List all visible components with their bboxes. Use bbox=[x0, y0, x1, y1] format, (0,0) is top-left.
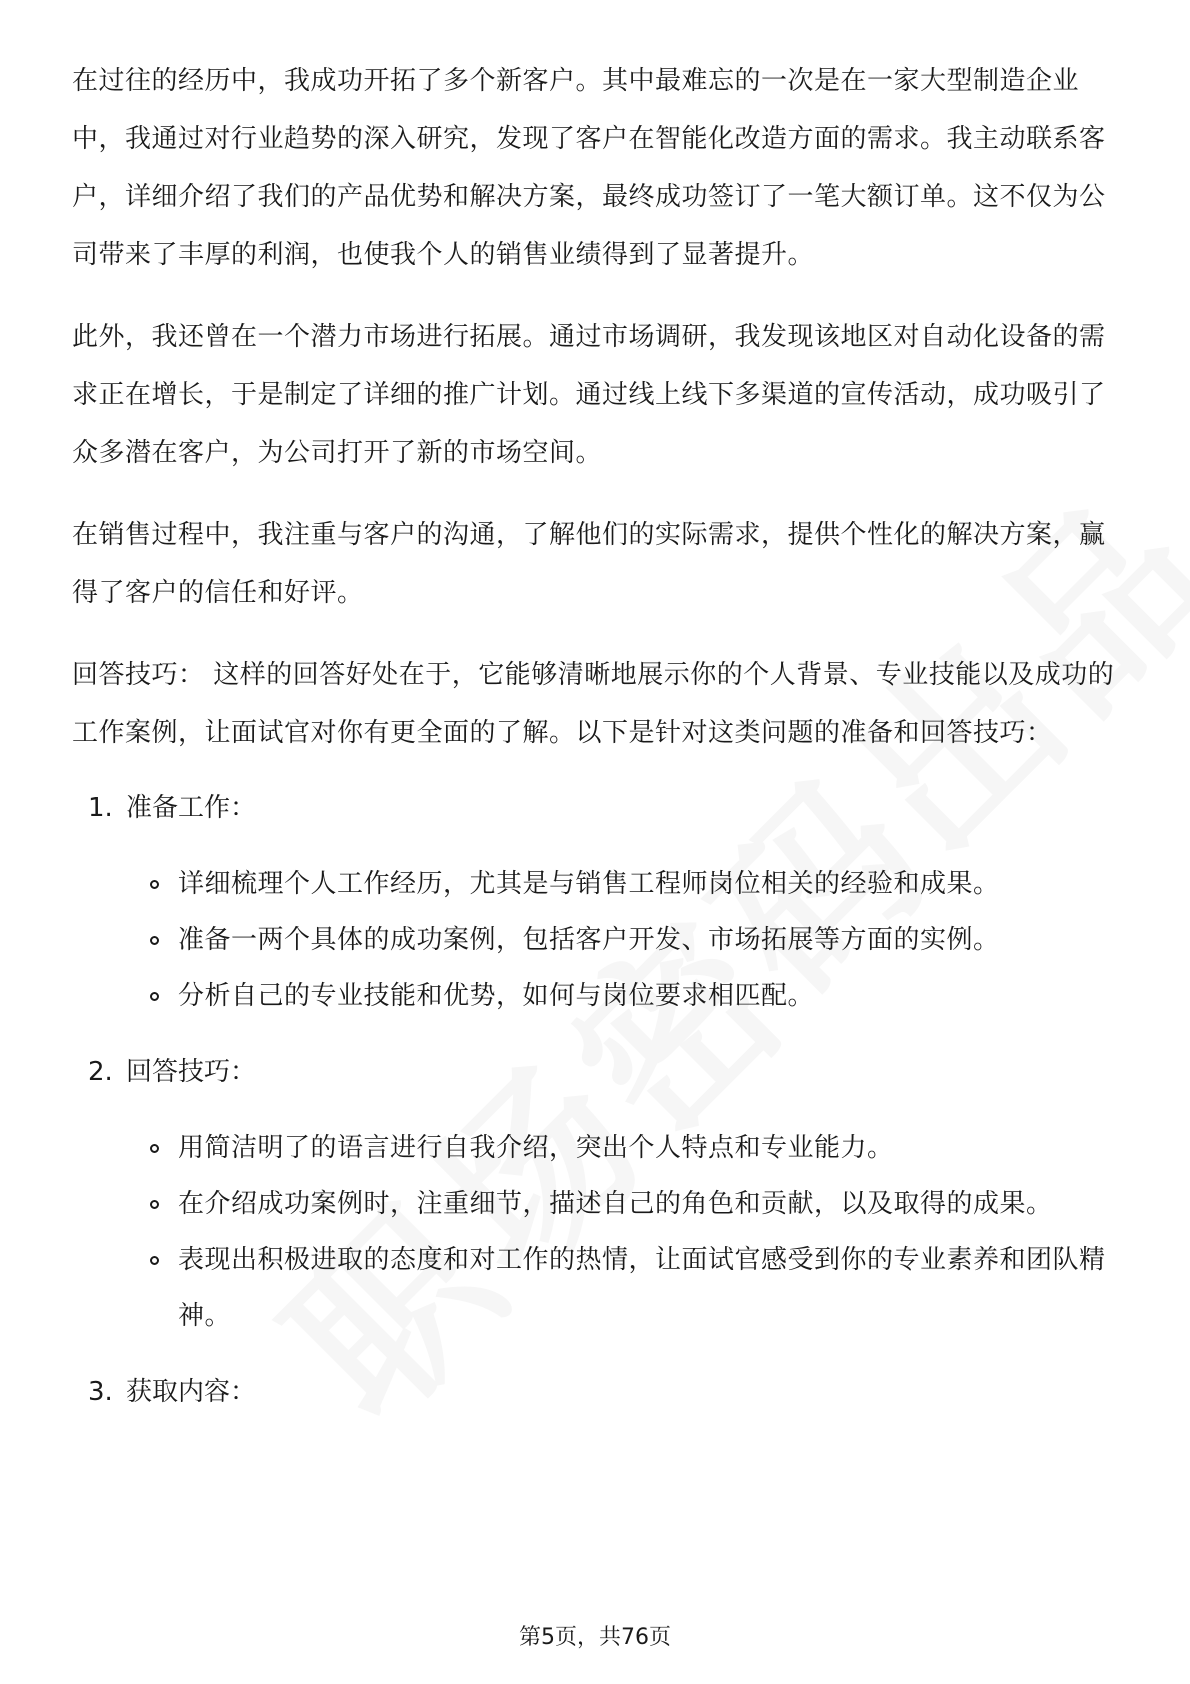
bullet-circle-icon bbox=[150, 936, 159, 945]
list-item: 表现出积极进取的态度和对工作的热情，让面试官感受到你的专业素养和团队精神。 bbox=[150, 1232, 1122, 1344]
paragraph: 此外，我还曾在一个潜力市场进行拓展。通过市场调研，我发现该地区对自动化设备的需求正在增长，于是制定了详细的推广计划。通过线上线下多渠道的宣传活动，成功吸引了众多潜在客户，为公司打开了新的市场空间。 bbox=[72, 322, 1106, 468]
page-content bbox=[72, 52, 1122, 1440]
bullet-list bbox=[72, 1120, 1122, 1344]
section-title-text: 回答技巧： bbox=[126, 1057, 257, 1087]
section-preparation bbox=[72, 788, 1122, 1024]
section-number: 2. bbox=[88, 1057, 113, 1087]
section-answer-tips bbox=[72, 1052, 1122, 1344]
section-number: 3. bbox=[88, 1377, 113, 1407]
list-item: 分析自己的专业技能和优势，如何与岗位要求相匹配。 bbox=[150, 968, 1122, 1024]
section-number: 1. bbox=[88, 793, 113, 823]
paragraph: 在销售过程中，我注重与客户的沟通，了解他们的实际需求，提供个性化的解决方案，赢得了客户的信任和好评。 bbox=[72, 520, 1106, 608]
section-get-content bbox=[72, 1372, 1122, 1412]
bullet-circle-icon bbox=[150, 1200, 159, 1209]
list-item: 准备一两个具体的成功案例，包括客户开发、市场拓展等方面的实例。 bbox=[150, 912, 1122, 968]
page-number-footer: 第5页，共76页 bbox=[519, 1625, 671, 1650]
paragraph: 在过往的经历中，我成功开拓了多个新客户。其中最难忘的一次是在一家大型制造企业中，我通过对行业趋势的深入研究，发现了客户在智能化改造方面的需求。我主动联系客户，详细介绍了我们的产品优势和解决方案，最终成功签订了一笔大额订单。这不仅为公司带来了丰厚的利润，也使我个人的销售业绩得到了显著提升。 bbox=[72, 66, 1106, 270]
paragraph-answer-tips: 回答技巧： 这样的回答好处在于，它能够清晰地展示你的个人背景、专业技能以及成功的工作案例，让面试官对你有更全面的了解。以下是针对这类问题的准备和回答技巧： bbox=[72, 660, 1115, 748]
list-item: 用简洁明了的语言进行自我介绍，突出个人特点和专业能力。 bbox=[150, 1120, 1122, 1176]
section-title-text: 准备工作： bbox=[126, 793, 257, 823]
list-item: 在介绍成功案例时，注重细节，描述自己的角色和贡献，以及取得的成果。 bbox=[150, 1176, 1122, 1232]
list-item: 详细梳理个人工作经历，尤其是与销售工程师岗位相关的经验和成果。 bbox=[150, 856, 1122, 912]
bullet-circle-icon bbox=[150, 1144, 159, 1153]
bullet-list bbox=[72, 856, 1122, 1024]
section-title bbox=[72, 1372, 1122, 1412]
section-title bbox=[72, 788, 1122, 828]
bullet-circle-icon bbox=[150, 880, 159, 889]
section-title-text: 获取内容： bbox=[126, 1377, 257, 1407]
section-title bbox=[72, 1052, 1122, 1092]
bullet-circle-icon bbox=[150, 992, 159, 1001]
bullet-circle-icon bbox=[150, 1256, 159, 1265]
